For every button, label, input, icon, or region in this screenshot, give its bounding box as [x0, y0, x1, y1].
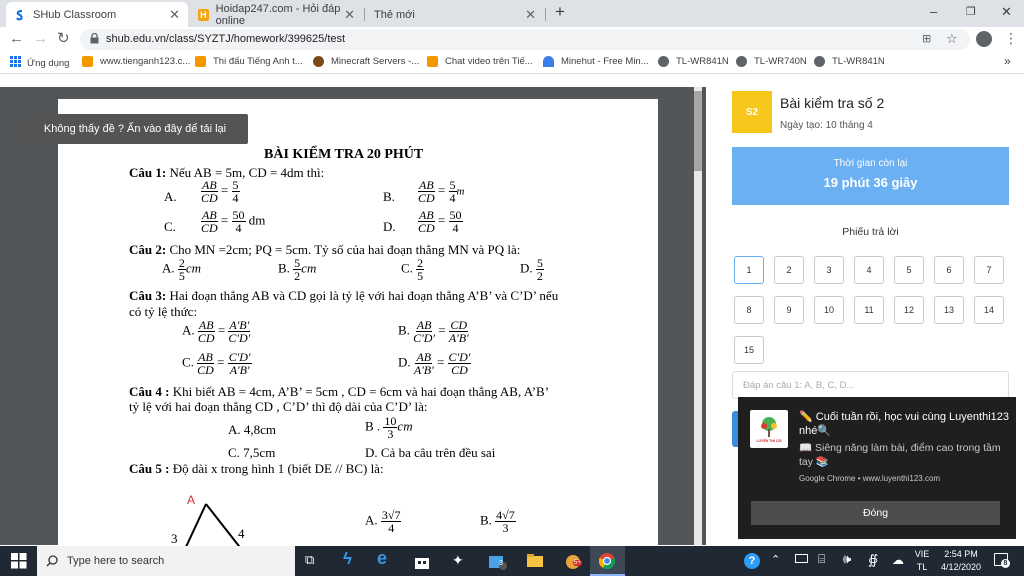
bookmarks-more[interactable]: »	[1004, 54, 1011, 68]
notification-badge: 5+	[574, 560, 581, 566]
question-3: Câu 3: Hai đoạn thẳng AB và CD gọi là tỷ lệ với hai đoạn thẳng A’B’ và C’D’ nếu	[129, 288, 559, 303]
answer-input[interactable]: Đáp án câu 1: A, B, C, D...	[732, 371, 1009, 399]
q1-option-a-label: A.	[164, 189, 177, 204]
question-4-cont: tỷ lệ với hai đoạn thẳng CD , C’D’ thì độ dài của C’D’ là:	[129, 399, 428, 414]
question-4: Câu 4 : Khi biết AB = 4cm, A’B’ = 5cm , CD = 6cm và hai đoạn thẳng AB, A’B’	[129, 384, 550, 399]
task-view-icon[interactable]: ⧉	[305, 552, 315, 567]
q1-option-c[interactable]: $\frac{AB}{CD}$ = $\frac{50}{4}$ dm	[201, 208, 266, 235]
chevron-up-icon[interactable]: ⌃	[771, 554, 781, 566]
question-button-1[interactable]: 1	[734, 256, 764, 284]
window-close-button[interactable]: ✕	[1001, 4, 1012, 19]
test-date: Ngày tạo: 10 tháng 4	[780, 120, 873, 131]
apps-grid-icon	[10, 56, 21, 70]
hoidap-logo-icon: H	[198, 9, 209, 21]
question-button-10[interactable]: 10	[814, 296, 844, 324]
omnibox[interactable]	[80, 29, 970, 50]
forward-icon[interactable]: →	[33, 30, 48, 47]
question-2: Câu 2: Cho MN =2cm; PQ = 5cm. Tỷ số của hai đoạn thẳng MN và PQ là:	[129, 242, 521, 257]
network-icon[interactable]: ⌸	[818, 552, 826, 566]
question-button-2[interactable]: 2	[774, 256, 804, 284]
tab-label: SHub Classroom	[33, 8, 117, 21]
restore-button[interactable]: ❐	[966, 6, 976, 18]
q1-option-b[interactable]: $\frac{AB}{CD}$ = $\frac{5}{4}$ m	[418, 178, 465, 205]
store-icon[interactable]	[414, 554, 430, 570]
q3-option-a[interactable]: A. $\frac{AB}{CD}$ = $\frac{A'B'}{C'D'}$	[182, 318, 251, 345]
cloud-icon[interactable]: ☁	[892, 553, 904, 567]
question-button-13[interactable]: 13	[934, 296, 964, 324]
back-icon[interactable]: ←	[9, 30, 24, 47]
minimize-button[interactable]: –	[930, 4, 938, 19]
tab-separator	[545, 8, 546, 21]
figure-label-a: A	[187, 493, 196, 507]
translate-icon[interactable]: ⊞	[922, 33, 932, 45]
question-button-4[interactable]: 4	[854, 256, 884, 284]
question-button-3[interactable]: 3	[814, 256, 844, 284]
site-favicon-icon	[427, 56, 438, 67]
url-text[interactable]: shub.edu.vn/class/SYZTJ/homework/399625/test	[106, 33, 346, 45]
question-button-9[interactable]: 9	[774, 296, 804, 324]
windows-start-icon[interactable]	[11, 553, 27, 569]
globe-icon	[658, 56, 669, 67]
test-title: Bài kiểm tra số 2	[780, 95, 885, 111]
bookmarks-bar	[0, 52, 1024, 74]
notification-body: 📖 Siêng năng làm bài, điểm cao trong tầm tay 📚	[799, 442, 1001, 468]
tab-new[interactable]	[366, 2, 544, 27]
notification-title: ✏️ Cuối tuần rồi, học vui cùng Luyenthi123 nhé🔍	[799, 411, 1009, 437]
q5-option-b[interactable]: B. $\frac{4√7}{3}$	[480, 508, 515, 535]
chrome-taskbar-button[interactable]	[590, 546, 625, 576]
bookmark-item[interactable]: Minehut - Free Min...	[543, 56, 649, 67]
luyenthi-logo: LUYỆN THI 123	[750, 410, 788, 448]
bookmark-item[interactable]: www.tienganh123.c...	[82, 56, 190, 67]
bookmark-item[interactable]: Thi đấu Tiếng Anh t...	[195, 56, 303, 67]
scrollbar-thumb[interactable]	[694, 91, 702, 171]
shub-logo-icon	[14, 9, 26, 21]
q4-option-b[interactable]: B . $\frac{10}{3}$ cm	[365, 414, 413, 441]
ie-icon[interactable]: e	[377, 548, 388, 568]
tab-hoidap[interactable]	[190, 2, 363, 27]
bookmark-item[interactable]: TL-WR841N	[658, 56, 729, 67]
notification-close-button[interactable]: Đóng	[751, 501, 1000, 525]
document-viewer	[0, 87, 706, 545]
q1-option-a[interactable]: $\frac{AB}{CD}$ = $\frac{5}{4}$	[201, 178, 239, 205]
tab-label: Thẻ mới	[374, 8, 415, 21]
volume-icon[interactable]: 🕪	[843, 551, 852, 566]
question-3-cont: có tỷ lệ thức:	[129, 304, 198, 319]
q2-option-b[interactable]: B. $\frac{5}{2}$ cm	[278, 256, 317, 283]
tab-label: Hoidap247.com - Hỏi đáp online	[215, 2, 341, 27]
q3-option-b[interactable]: B. $\frac{AB}{C'D'}$ = $\frac{CD}{A'B'}$	[398, 318, 469, 345]
q2-option-a[interactable]: A. $\frac{2}{5}$ cm	[162, 256, 202, 283]
wifi-favicon-icon	[543, 56, 554, 67]
test-badge: S2	[732, 91, 772, 133]
close-icon[interactable]: ✕	[344, 6, 355, 22]
question-button-6[interactable]: 6	[934, 256, 964, 284]
app-with-badge-icon[interactable]	[565, 554, 581, 570]
address-bar	[0, 27, 1024, 52]
globe-icon	[736, 56, 747, 67]
q4-option-c[interactable]: C. 7,5cm	[228, 445, 276, 460]
star-icon[interactable]: ☆	[946, 31, 958, 46]
q3-option-d[interactable]: D. $\frac{AB}{A'B'}$ = $\frac{C'D'}{CD}$	[398, 350, 471, 377]
menu-icon[interactable]: ⋮	[1004, 30, 1018, 46]
bookmark-apps[interactable]: Ứng dụng	[10, 56, 69, 70]
exam-document	[58, 99, 658, 559]
bookmark-item[interactable]: Chat video trên Tiế...	[427, 56, 533, 67]
bookmark-item[interactable]: Minecraft Servers -...	[313, 56, 419, 67]
timer-box	[732, 147, 1009, 205]
answer-sheet-title: Phiếu trả lời	[842, 226, 899, 238]
q1-option-d[interactable]: $\frac{AB}{CD}$ = $\frac{50}{4}$	[418, 208, 462, 235]
q1-option-d-label: D.	[383, 219, 396, 234]
q2-option-c[interactable]: C. $\frac{2}{5}$	[401, 256, 424, 283]
reload-icon[interactable]: ↻	[57, 30, 70, 47]
chrome-notification	[738, 397, 1016, 539]
bookmark-item[interactable]: TL-WR740N	[736, 56, 807, 67]
notification-source: Google Chrome • www.luyenthi123.com	[799, 474, 941, 483]
windows-taskbar	[0, 546, 1024, 576]
question-1: Câu 1: Nếu AB = 5m, CD = 4dm thì:	[129, 165, 325, 180]
q5-option-a[interactable]: A. $\frac{3√7}{4}$	[365, 508, 401, 535]
shub-app-icon[interactable]: ϟ	[343, 549, 352, 568]
question-5: Câu 5 : Độ dài x trong hình 1 (biết DE // BC) là:	[129, 461, 384, 476]
file-explorer-icon[interactable]	[527, 554, 543, 570]
dropbox-icon[interactable]: ✦	[452, 552, 464, 568]
scrollbar[interactable]	[694, 87, 702, 545]
figure-label-4: 4	[238, 526, 245, 541]
action-center-icon[interactable]: 8	[994, 553, 1008, 566]
search-icon	[46, 555, 58, 567]
q3-option-c[interactable]: C. $\frac{AB}{CD}$ = $\frac{C'D'}{A'B'}$	[182, 350, 251, 377]
battery-icon[interactable]	[795, 554, 808, 563]
new-tab-button[interactable]: +	[555, 2, 565, 21]
tab-separator	[364, 8, 365, 21]
clock[interactable]: 2:54 PM 4/12/2020	[940, 549, 982, 572]
lock-icon[interactable]	[90, 33, 99, 47]
ie-pinned-icon[interactable]: 3	[489, 554, 507, 570]
question-button-8[interactable]: 8	[734, 296, 764, 324]
question-button-7[interactable]: 7	[974, 256, 1004, 284]
site-favicon-icon	[195, 56, 206, 67]
minecraft-favicon-icon	[313, 56, 324, 67]
figure-label-3: 3	[171, 531, 178, 546]
timer-value: 19 phút 36 giây	[823, 175, 918, 190]
question-button-11[interactable]: 11	[854, 296, 884, 324]
tab-shub[interactable]	[6, 2, 188, 27]
site-favicon-icon	[82, 56, 93, 67]
q4-option-a[interactable]: A. 4,8cm	[228, 422, 277, 437]
question-button-14[interactable]: 14	[974, 296, 1004, 324]
q4-option-d[interactable]: D. Cả ba câu trên đều sai	[365, 445, 496, 460]
q1-option-c-label: C.	[164, 219, 176, 234]
timer-label: Thời gian còn lại	[833, 158, 908, 169]
profile-avatar-icon[interactable]	[976, 31, 992, 47]
q1-option-b-label: B.	[383, 189, 395, 204]
question-button-12[interactable]: 12	[894, 296, 924, 324]
chrome-icon	[599, 553, 615, 569]
reload-exam-button[interactable]: Không thấy đề ? Ấn vào đây để tải lại	[22, 114, 248, 144]
question-button-15[interactable]: 15	[734, 336, 764, 364]
help-icon[interactable]: ?	[744, 553, 760, 569]
tree-icon	[757, 415, 781, 439]
close-icon[interactable]: ✕	[169, 6, 180, 22]
q2-option-d[interactable]: D. $\frac{5}{2}$	[520, 256, 543, 283]
exam-title: BÀI KIỂM TRA 20 PHÚT	[264, 147, 424, 162]
language-indicator[interactable]: VIE TL	[914, 549, 930, 572]
pen-icon[interactable]: ∯	[868, 552, 879, 567]
tab-bar	[0, 0, 1024, 27]
question-button-5[interactable]: 5	[894, 256, 924, 284]
taskbar-search-box[interactable]: Type here to search	[37, 546, 295, 576]
close-icon[interactable]: ✕	[525, 6, 536, 22]
bookmark-item[interactable]: TL-WR841N	[814, 56, 885, 67]
globe-icon	[814, 56, 825, 67]
